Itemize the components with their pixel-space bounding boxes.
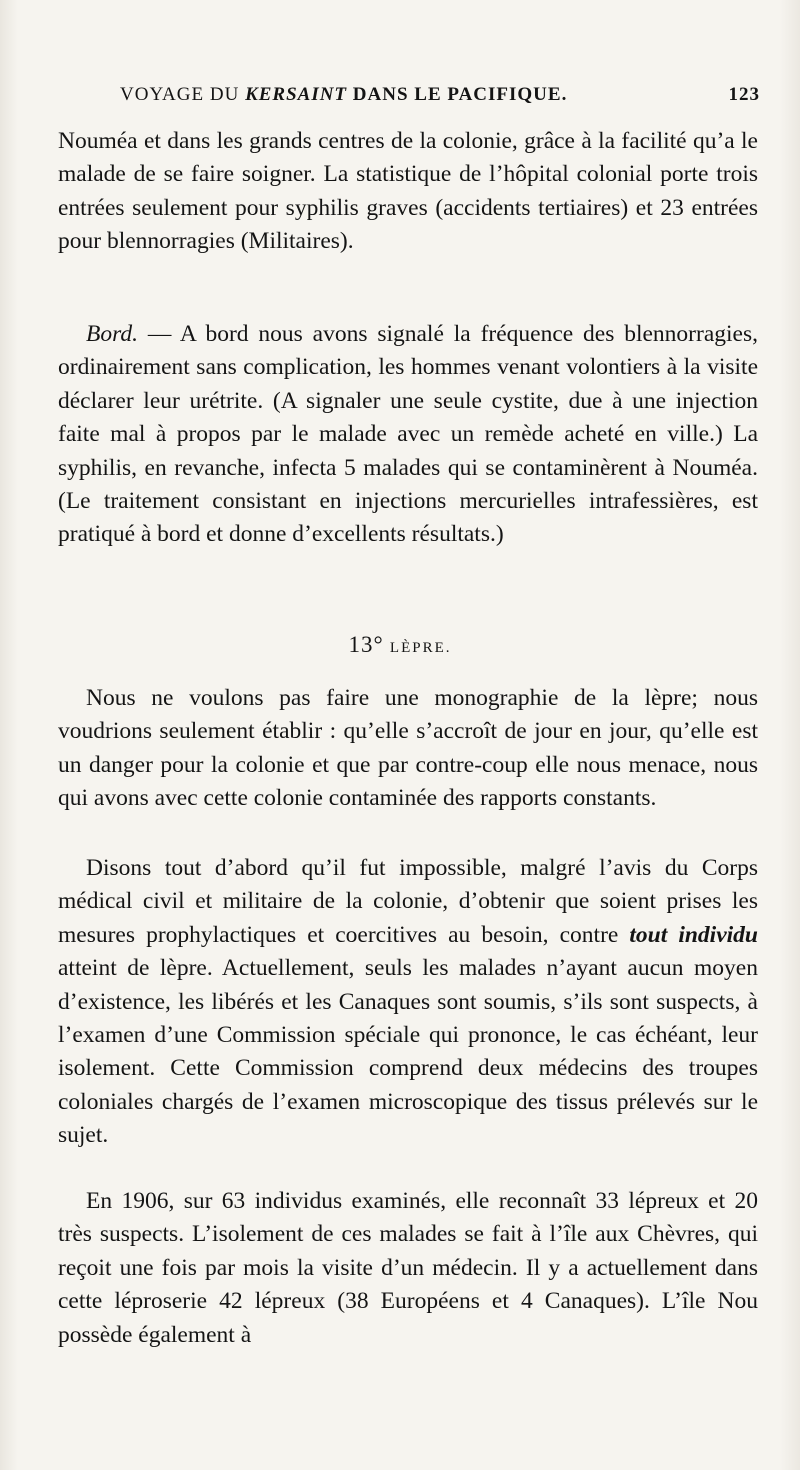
- paragraph-bord: [58, 318, 758, 552]
- paragraph-1906-stats: En 1906, sur 63 individus examinés, elle reconnaît 33 lépreux et 20 très suspects. L’isolement de ces malades se fait à l’île aux Chèvres, qui reçoit une fois par mois la visite d’un médecin. Il y a actuellement dans cette léproserie 42 lépreux (38 Européens et 4 Canaques). L’île Nou possède également à: [58, 1188, 758, 1348]
- paragraph-syphilis-stats: Nouméa et dans les grands centres de la colonie, grâce à la facilité qu’a le malade de se faire soigner. La statistique de l’hôpital colonial porte trois entrées seulement pour syphilis graves (accidents tertiaires) et 23 entrées pour blennorragies (Militaires).: [58, 128, 758, 255]
- section-title: LÈPRE.: [389, 640, 452, 656]
- header-title-prefix: VOYAGE DU: [120, 84, 246, 105]
- paragraph-measures: [58, 852, 758, 1153]
- page-number: 123: [728, 84, 760, 105]
- paragraph-lepre-intro: Nous ne voulons pas faire une monographie de la lèpre; nous voudrions seulement établir : qu’elle s’accroît de jour en jour, qu’elle est un danger pour la colonie et que par contre-coup elle nous menace, nous qui avons avec cette colonie contaminée des rapports constants.: [58, 685, 758, 812]
- paragraph-measures-end: atteint de lèpre. Actuellement, seuls les malades n’ayant aucun moyen d’existence, les libérés et les Canaques sont soumis, s’ils sont suspects, à l’examen d’une Commission spéciale qui prononce, le cas échéant, leur isolement. Cette Commission comprend deux médecins des troupes coloniales chargés de l’examen microscopique des tissus prélevés sur le sujet.: [58, 955, 758, 1149]
- header-title-suffix: DANS LE PACIFIQUE.: [347, 84, 568, 105]
- header-title: [120, 84, 567, 106]
- section-number: 13°: [348, 632, 384, 657]
- paragraph-bord-body: — A bord nous avons signalé la fréquence des blennorragies, ordinairement sans complication, les hommes venant volontiers à la visite déclarer leur urétrite. (A signaler une seule cystite, due à une injection faite mal à propos par le malade avec un remède acheté en ville.) La syphilis, en revanche, infecta 5 malades qui se contaminèrent à Nouméa. (Le traitement consistant en injections mercurielles intrafessières, est pratiqué à bord et donne d’excellents résultats.): [58, 321, 758, 548]
- paragraph-measures-start: Disons tout d’abord qu’il fut impossible, malgré l’avis du Corps médical civil et militaire de la colonie, d’obtenir que soient prises les mesures prophylactiques et coercitives au besoin, contre: [58, 855, 758, 948]
- header-title-ship: KERSAINT: [245, 84, 348, 105]
- paragraph-measures-emphasis: tout individu: [629, 921, 758, 948]
- section-heading: [0, 632, 800, 658]
- running-header: [120, 84, 760, 114]
- paragraph-bord-lead: Bord.: [86, 321, 139, 347]
